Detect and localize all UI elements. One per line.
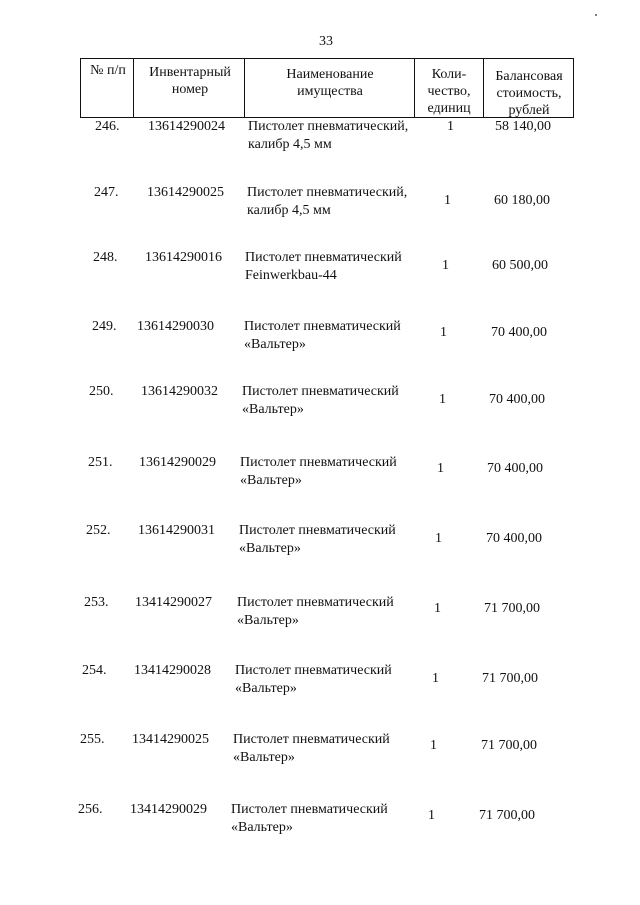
row-number: 252.	[86, 523, 111, 538]
quantity: 1	[430, 738, 437, 753]
header-number: № п/п	[90, 63, 126, 78]
inventory-number: 13614290016	[145, 250, 222, 265]
row-number: 249.	[92, 319, 117, 334]
row-number: 256.	[78, 802, 103, 817]
scan-speck	[595, 14, 597, 16]
property-name: Пистолет пневматический «Вальтер»	[244, 319, 401, 352]
page-number: 33	[319, 34, 333, 49]
inventory-number: 13614290032	[141, 384, 218, 399]
row-number: 246.	[95, 119, 120, 134]
balance-cost: 60 500,00	[492, 258, 548, 273]
balance-cost: 70 400,00	[491, 325, 547, 340]
row-number: 253.	[84, 595, 109, 610]
quantity: 1	[428, 808, 435, 823]
quantity: 1	[440, 325, 447, 340]
quantity: 1	[442, 258, 449, 273]
balance-cost: 70 400,00	[489, 392, 545, 407]
balance-cost: 60 180,00	[494, 193, 550, 208]
header-balance-cost: Балансовая стоимость, рублей	[495, 69, 563, 118]
inventory-number: 13414290027	[135, 595, 212, 610]
property-name: Пистолет пневматический, калибр 4,5 мм	[247, 185, 408, 218]
row-number: 255.	[80, 732, 105, 747]
row-number: 247.	[94, 185, 119, 200]
balance-cost: 71 700,00	[479, 808, 535, 823]
property-name: Пистолет пневматический «Вальтер»	[242, 384, 399, 417]
row-number: 248.	[93, 250, 118, 265]
property-name: Пистолет пневматический Feinwerkbau-44	[245, 250, 402, 283]
row-number: 251.	[88, 455, 113, 470]
balance-cost: 71 700,00	[484, 601, 540, 616]
quantity: 1	[432, 671, 439, 686]
quantity: 1	[447, 119, 454, 134]
balance-cost: 71 700,00	[482, 671, 538, 686]
inventory-number: 13414290025	[132, 732, 209, 747]
balance-cost: 70 400,00	[486, 531, 542, 546]
balance-cost: 58 140,00	[495, 119, 551, 134]
inventory-number: 13614290024	[148, 119, 225, 134]
property-name: Пистолет пневматический, калибр 4,5 мм	[248, 119, 409, 152]
header-inventory-number: Инвентарный номер	[149, 65, 231, 97]
inventory-number: 13414290028	[134, 663, 211, 678]
property-name: Пистолет пневматический «Вальтер»	[233, 732, 390, 765]
property-name: Пистолет пневматический «Вальтер»	[240, 455, 397, 488]
inventory-number: 13614290030	[137, 319, 214, 334]
row-number: 250.	[89, 384, 114, 399]
inventory-number: 13614290029	[139, 455, 216, 470]
table-header	[80, 58, 574, 118]
property-name: Пистолет пневматический «Вальтер»	[231, 802, 388, 835]
quantity: 1	[434, 601, 441, 616]
inventory-number: 13414290029	[130, 802, 207, 817]
inventory-number: 13614290025	[147, 185, 224, 200]
quantity: 1	[437, 461, 444, 476]
row-number: 254.	[82, 663, 107, 678]
inventory-number: 13614290031	[138, 523, 215, 538]
property-name: Пистолет пневматический «Вальтер»	[237, 595, 394, 628]
balance-cost: 70 400,00	[487, 461, 543, 476]
header-property-name: Наименование имущества	[286, 67, 374, 99]
balance-cost: 71 700,00	[481, 738, 537, 753]
header-quantity: Коли-чество, единиц	[427, 67, 471, 116]
property-name: Пистолет пневматический «Вальтер»	[239, 523, 396, 556]
quantity: 1	[439, 392, 446, 407]
quantity: 1	[444, 193, 451, 208]
quantity: 1	[435, 531, 442, 546]
property-name: Пистолет пневматический «Вальтер»	[235, 663, 392, 696]
